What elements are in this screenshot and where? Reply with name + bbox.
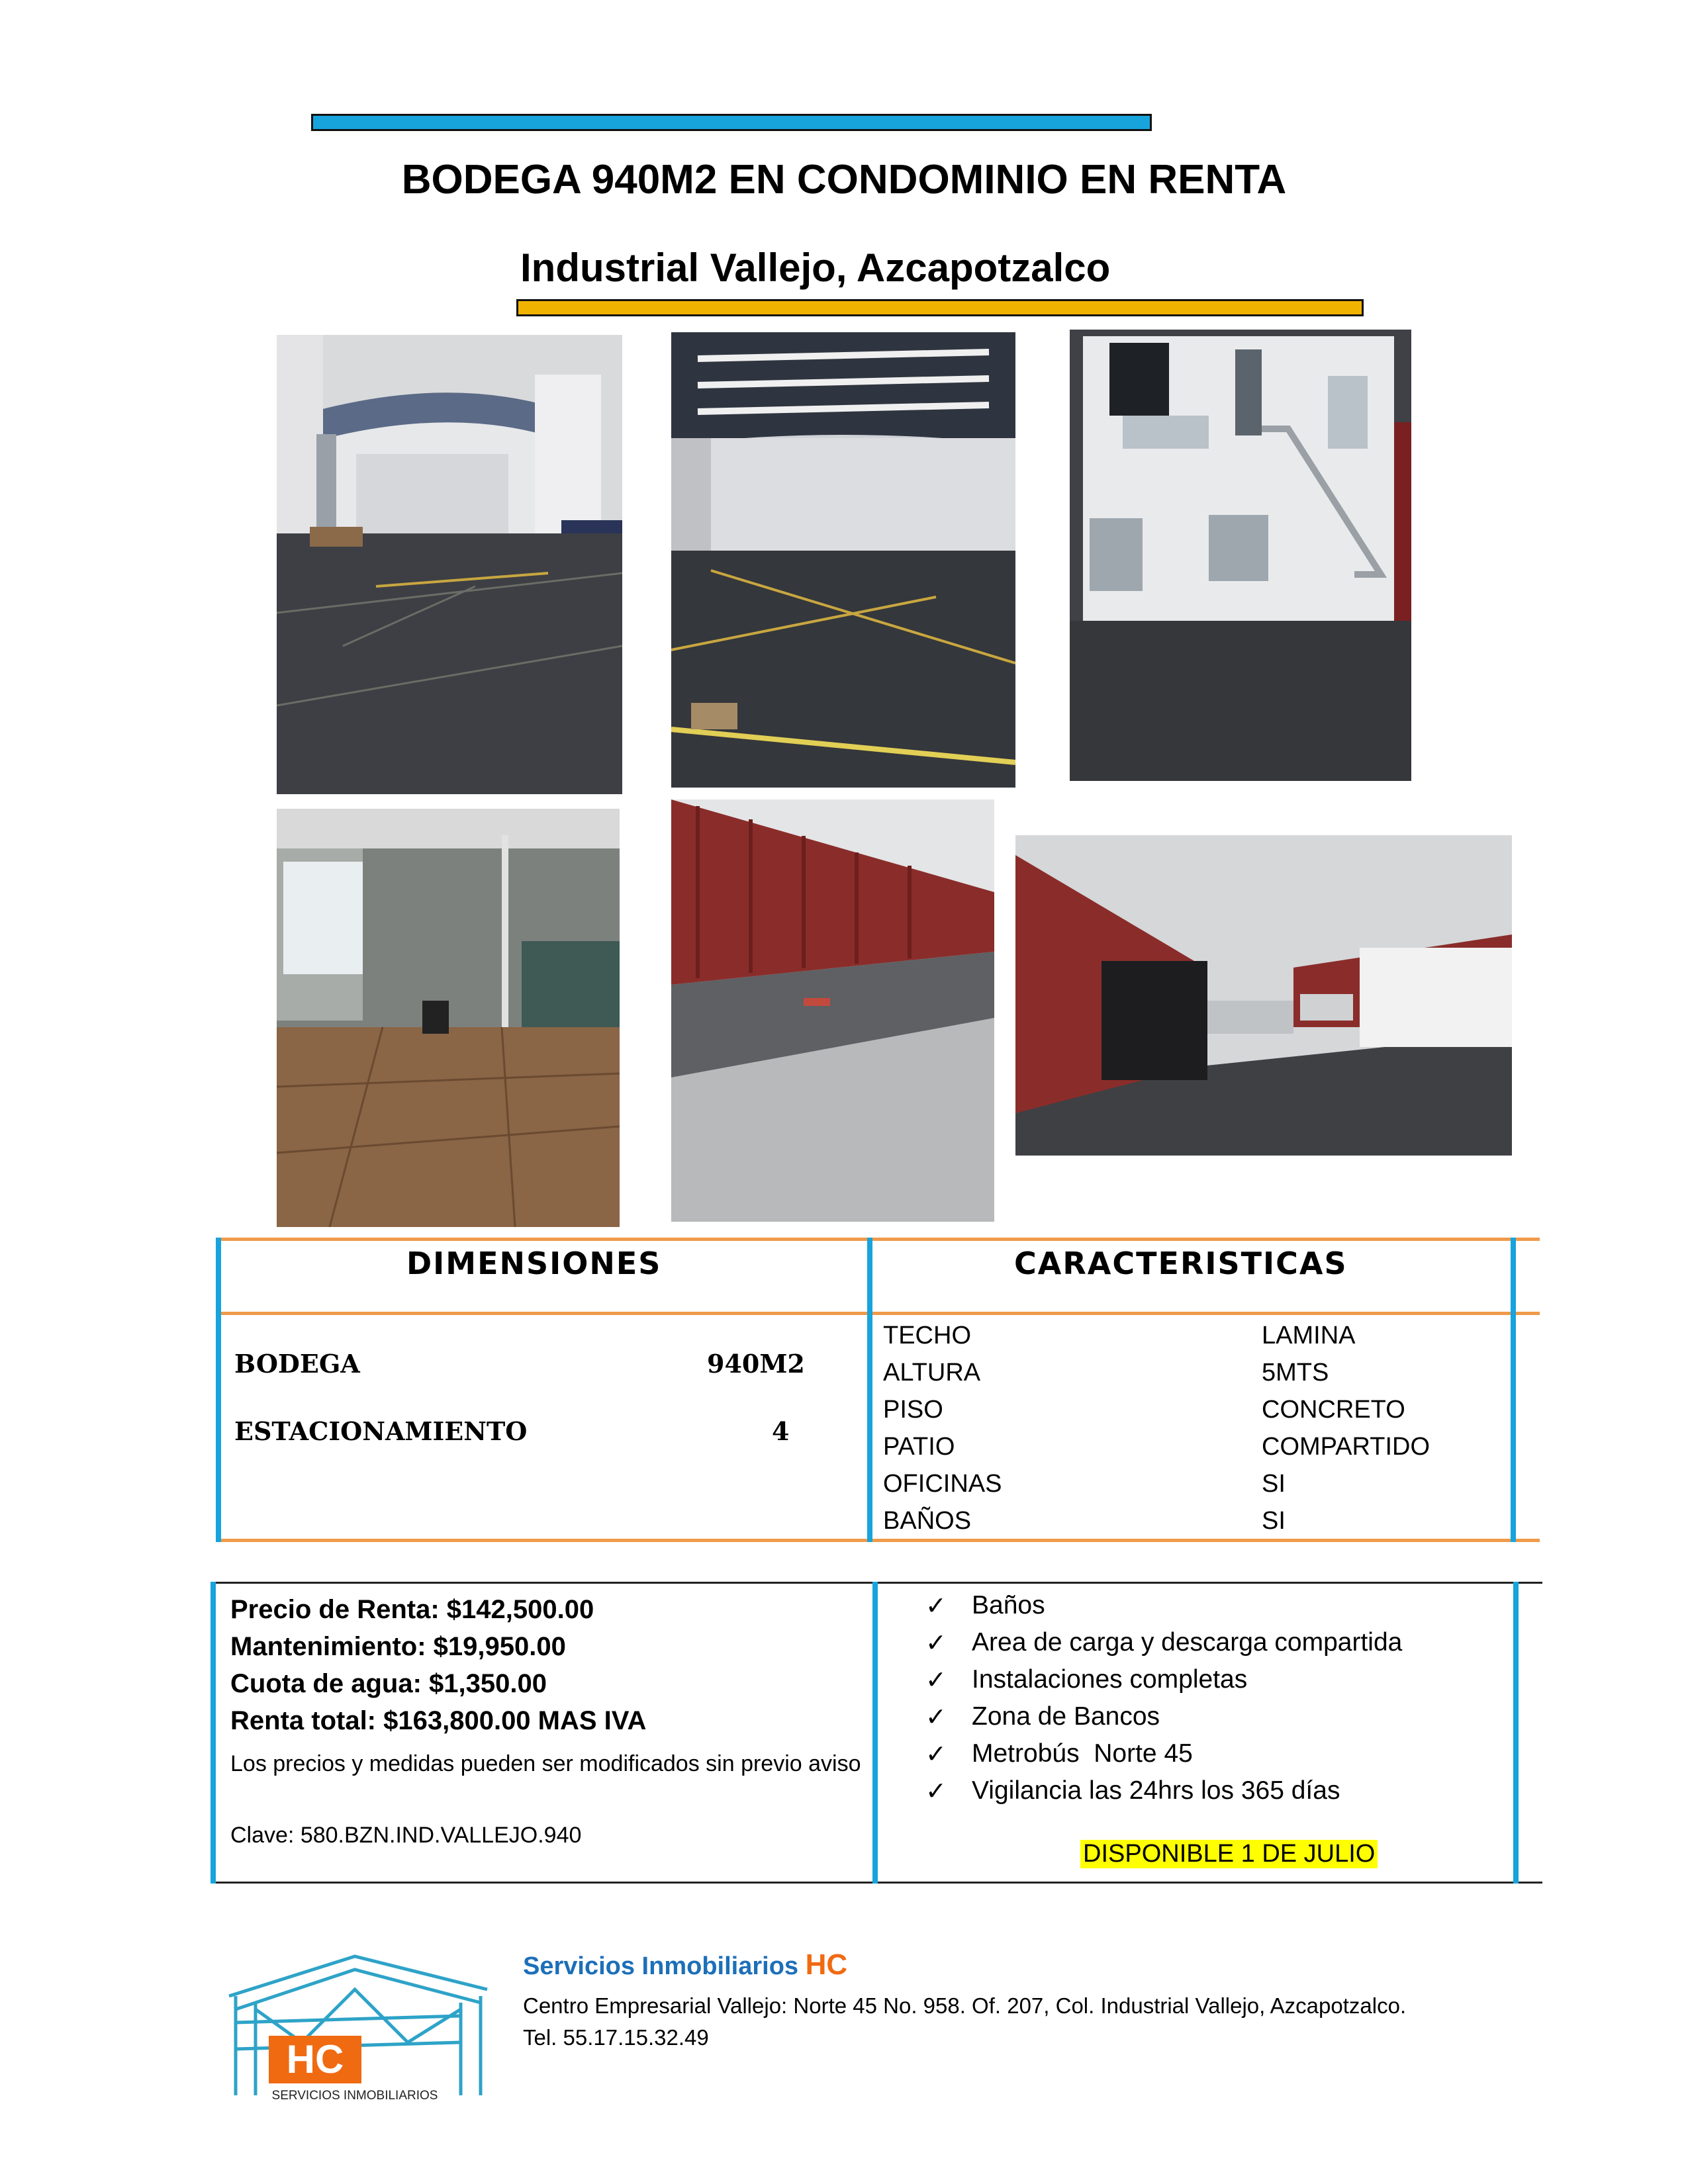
table-border-left	[211, 1582, 216, 1884]
list-item: ✓ Vigilancia las 24hrs los 365 días	[925, 1776, 1340, 1805]
check-icon: ✓	[925, 1703, 947, 1731]
characteristic-label: OFICINAS	[883, 1470, 1002, 1498]
price-total: Renta total: $163,800.00 MAS IVA	[230, 1706, 647, 1735]
characteristics-values	[1262, 1317, 1430, 1539]
table-column-divider	[867, 1238, 872, 1542]
price-rent: Precio de Renta: $142,500.00	[230, 1595, 594, 1624]
characteristic-label: ALTURA	[883, 1359, 981, 1387]
price-maintenance: Mantenimiento: $19,950.00	[230, 1632, 566, 1661]
characteristic-value: 5MTS	[1262, 1359, 1329, 1387]
characteristic-label: TECHO	[883, 1322, 971, 1349]
price-disclaimer: Los precios y medidas pueden ser modificados sin previo aviso	[230, 1751, 861, 1776]
dimensions-header: DIMENSIONES	[406, 1246, 662, 1281]
table-border-right	[1513, 1582, 1519, 1884]
dimension-label-parking: ESTACIONAMIENTO	[234, 1416, 528, 1446]
check-icon: ✓	[925, 1666, 947, 1694]
characteristic-value: LAMINA	[1262, 1322, 1356, 1349]
check-icon: ✓	[925, 1629, 947, 1657]
check-icon: ✓	[925, 1592, 947, 1620]
amenities-list	[925, 1587, 1402, 1809]
check-icon: ✓	[925, 1777, 947, 1805]
characteristic-value: SI	[1262, 1470, 1286, 1498]
list-item: ✓ Instalaciones completas	[925, 1665, 1248, 1694]
characteristic-label: PISO	[883, 1396, 943, 1424]
characteristics-labels	[883, 1317, 1002, 1539]
company-phone: Tel. 55.17.15.32.49	[523, 2025, 709, 2050]
table-border-top	[216, 1238, 1540, 1241]
characteristic-label: PATIO	[883, 1433, 955, 1461]
page-subtitle: Industrial Vallejo, Azcapotzalco	[520, 246, 1111, 290]
characteristic-label: BAÑOS	[883, 1507, 972, 1535]
dimension-value-bodega: 940M2	[707, 1349, 805, 1379]
table-border-left	[216, 1238, 221, 1542]
photo-warehouse-interior-2	[671, 332, 1015, 788]
header-accent-bar-gold	[516, 299, 1364, 316]
characteristic-value: CONCRETO	[1262, 1396, 1405, 1424]
check-icon: ✓	[925, 1740, 947, 1768]
characteristic-value: COMPARTIDO	[1262, 1433, 1430, 1461]
availability-badge: DISPONIBLE 1 DE JULIO	[1080, 1840, 1378, 1868]
list-item: ✓ Area de carga y descarga compartida	[925, 1628, 1403, 1657]
dimension-label-bodega: BODEGA	[234, 1349, 360, 1379]
characteristics-header: CARACTERISTICAS	[1014, 1246, 1348, 1281]
company-name-suffix: HC	[805, 1948, 848, 1981]
page-title: BODEGA 940M2 EN CONDOMINIO EN RENTA	[401, 157, 1287, 203]
company-name: Servicios Inmobiliarios HC	[523, 1948, 848, 1981]
price-water: Cuota de agua: $1,350.00	[230, 1669, 547, 1698]
photo-office-interior	[277, 809, 620, 1227]
list-item: ✓ Metrobús Norte 45	[925, 1739, 1193, 1768]
company-address: Centro Empresarial Vallejo: Norte 45 No. 958. Of. 207, Col. Industrial Vallejo, Azcapotzalco.	[523, 1993, 1407, 2018]
header-accent-bar-blue	[311, 114, 1152, 131]
photo-office-building-stairs	[1070, 330, 1411, 781]
table-header-divider	[216, 1312, 1540, 1315]
characteristic-value: SI	[1262, 1507, 1286, 1535]
photo-warehouse-interior-1	[277, 335, 622, 794]
photo-exterior-trucks	[1015, 835, 1512, 1156]
logo-caption: SERVICIOS INMOBILIARIOS	[271, 2089, 438, 2103]
list-item: ✓ Baños	[925, 1591, 1045, 1620]
logo-letters: HC	[286, 2037, 344, 2081]
photo-exterior-red-warehouses	[671, 799, 994, 1222]
company-logo	[222, 1943, 500, 2105]
specs-table	[216, 1238, 1540, 1542]
table-border-right	[1511, 1238, 1516, 1542]
dimension-value-parking: 4	[772, 1416, 790, 1446]
pricing-table	[211, 1582, 1542, 1884]
list-item: ✓ Zona de Bancos	[925, 1702, 1160, 1731]
listing-code: Clave: 580.BZN.IND.VALLEJO.940	[230, 1823, 582, 1848]
